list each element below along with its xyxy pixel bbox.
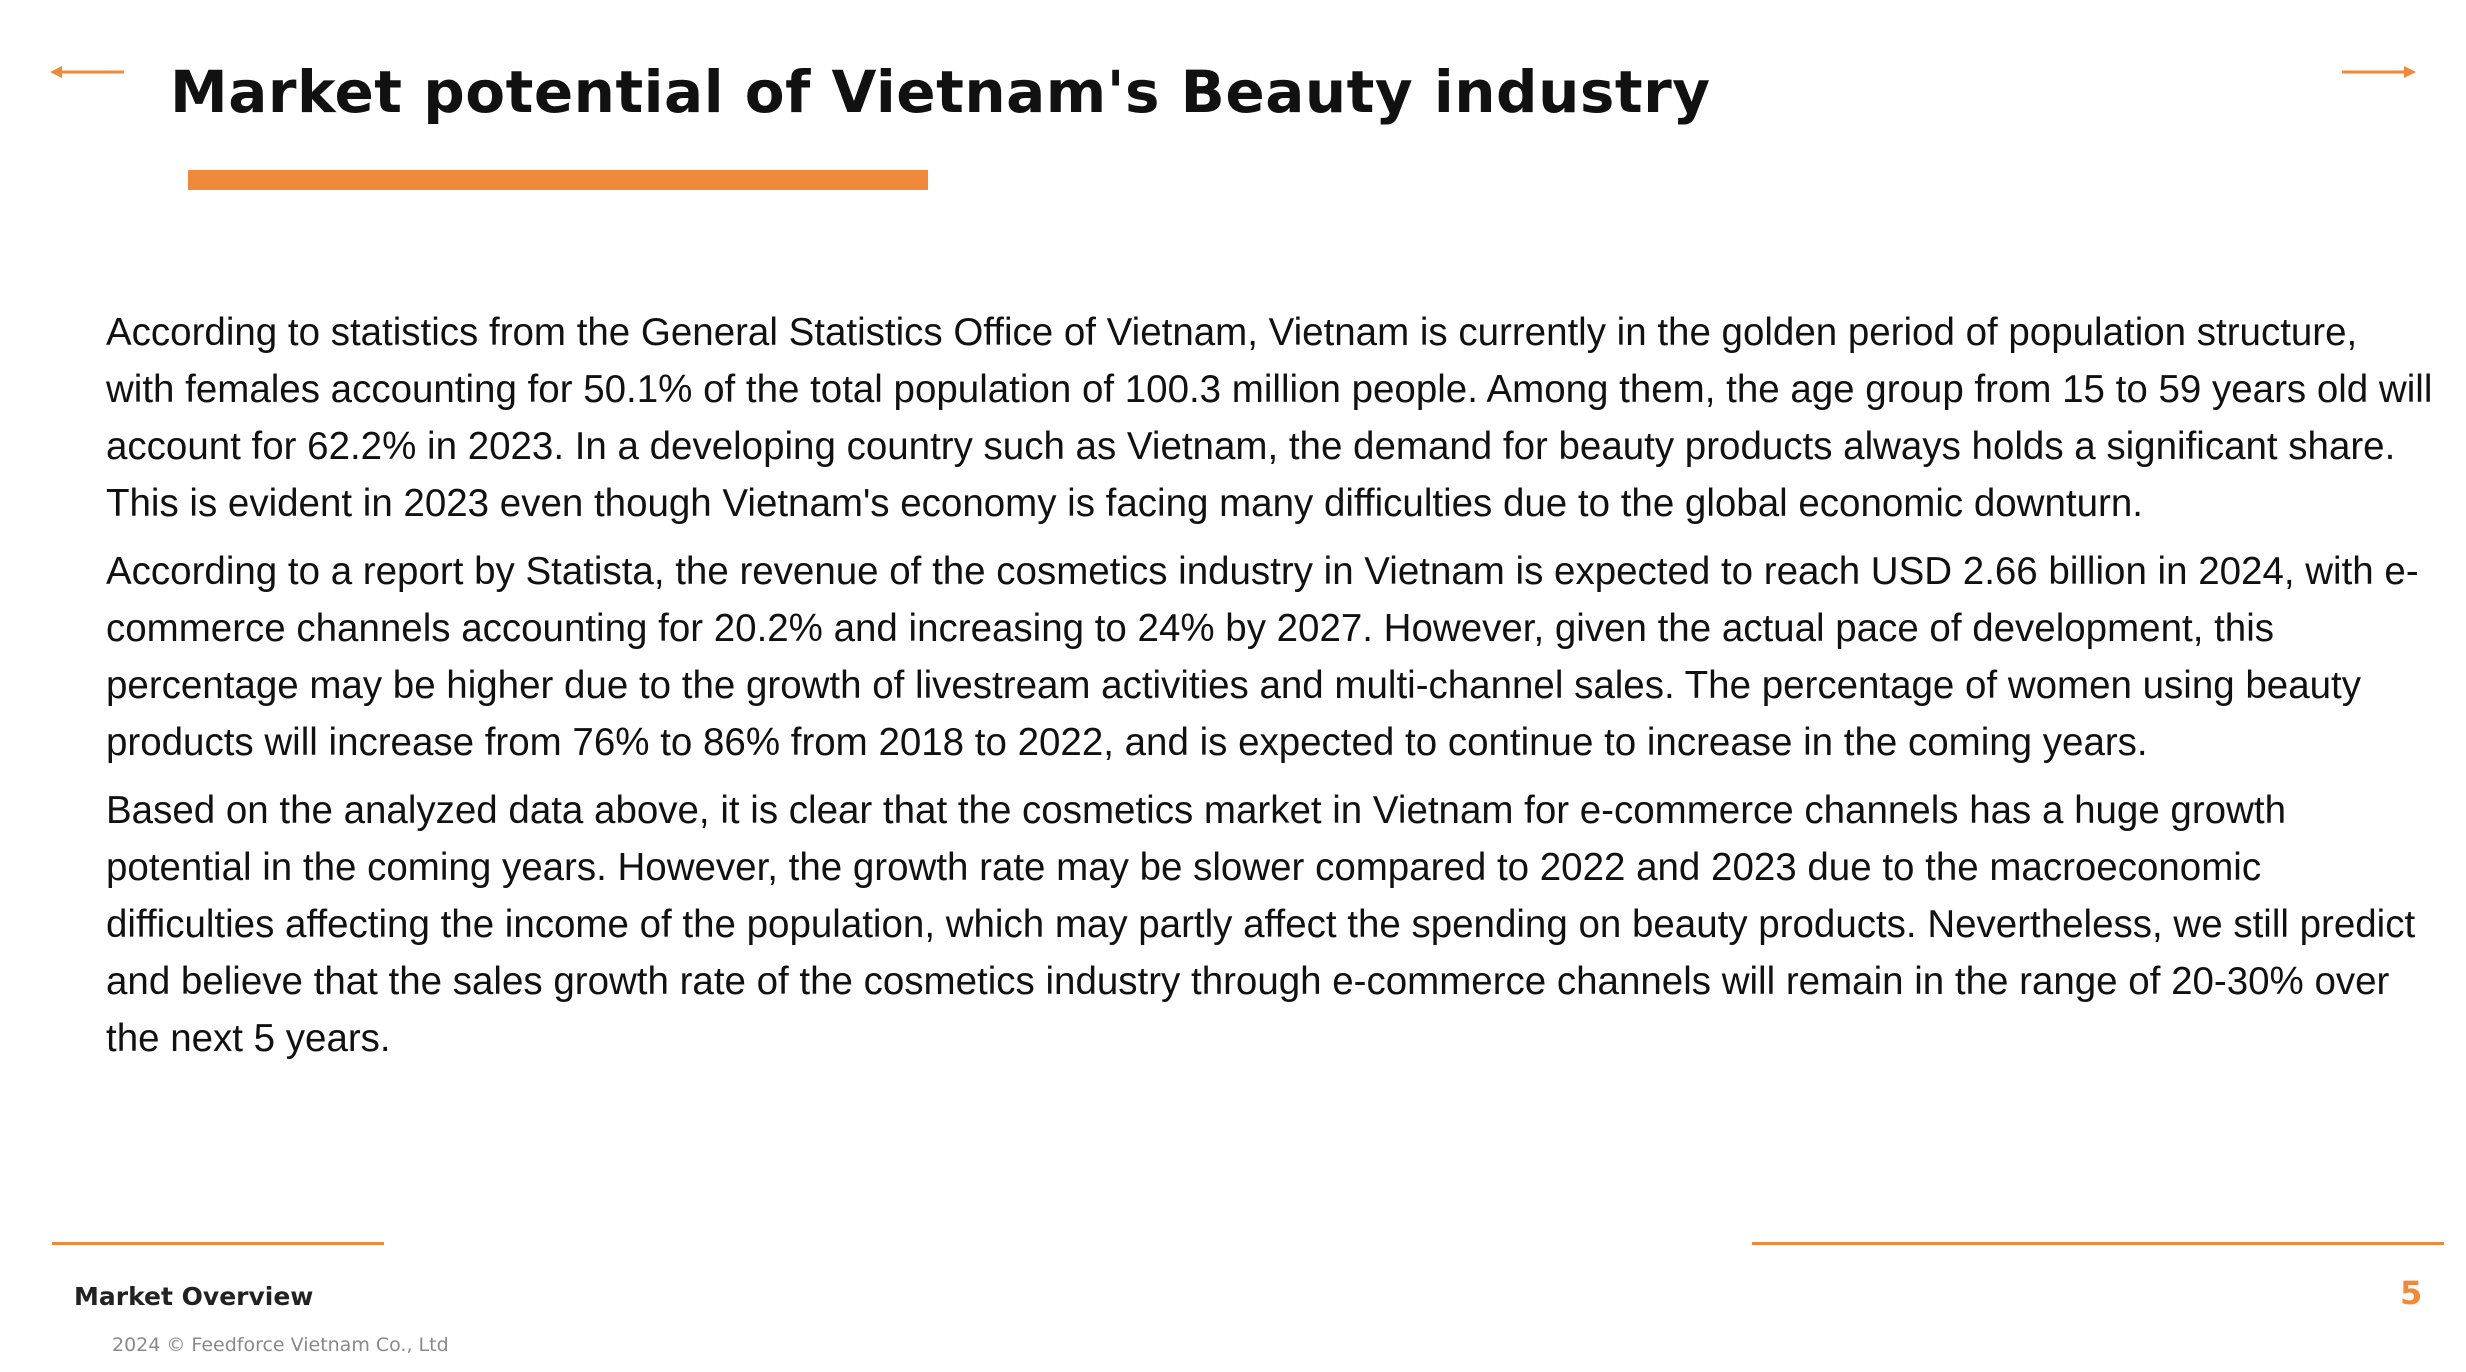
page-title: Market potential of Vietnam's Beauty industry	[170, 58, 1711, 126]
footer-divider-left	[52, 1242, 384, 1245]
footer-section-label: Market Overview	[74, 1282, 314, 1311]
paragraph-forecast: Based on the analyzed data above, it is clear that the cosmetics market in Vietnam for e-commerce channels has a huge growth potential in the coming years. However, the growth rate may be slower compared to 2022 and 2023 due to the macroeconomic difficulties affecting the income of the population, which may partly affect the spending on beauty products. Nevertheless, we still predict and believe that the sales growth rate of the cosmetics industry through e-commerce channels will remain in the range of 20-30% over the next 5 years.	[106, 789, 2416, 1060]
arrow-right-icon[interactable]	[2340, 62, 2416, 82]
title-underline	[188, 170, 928, 190]
arrow-left-icon[interactable]	[50, 62, 126, 82]
footer-copyright: 2024 © Feedforce Vietnam Co., Ltd	[112, 1334, 449, 1356]
paragraph-population: According to statistics from the General Statistics Office of Vietnam, Vietnam is currently in the golden period of population structure, with females accounting for 50.1% of the total population of 100.3 million people. Among them, the age group from 15 to 59 years old will account for 62.2% in 2023. In a developing country such as Vietnam, the demand for beauty products always holds a significant share. This is evident in 2023 even though Vietnam's economy is facing many difficulties due to the global economic downturn.	[106, 311, 2433, 525]
paragraph-revenue: According to a report by Statista, the revenue of the cosmetics industry in Vietnam is expected to reach USD 2.66 billion in 2024, with e-commerce channels accounting for 20.2% and increasing to 24% by 2027. However, given the actual pace of development, this percentage may be higher due to the growth of livestream activities and multi-channel sales. The percentage of women using beauty products will increase from 76% to 86% from 2018 to 2022, and is expected to continue to increase in the coming years.	[106, 550, 2419, 764]
page-number: 5	[2400, 1274, 2423, 1312]
footer-divider-right	[1752, 1242, 2444, 1245]
body-text	[106, 304, 2436, 1078]
